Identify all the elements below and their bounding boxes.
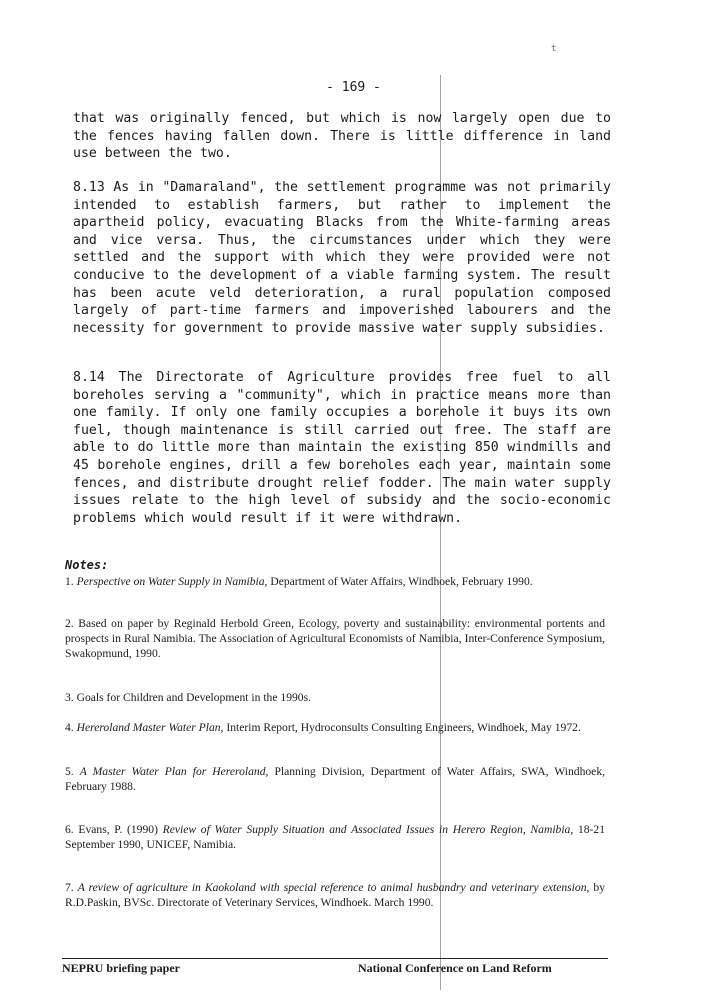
footer-rule bbox=[62, 958, 608, 959]
note-3: 3. Goals for Children and Development in the 1990s. bbox=[65, 691, 311, 704]
paragraph-8-14: 8.14 The Directorate of Agriculture provides free fuel to all boreholes serving a "community", which in practice means more than one family. If only one family occupies a borehole it buys its own fuel, though maintenance is still carried out free. The staff are able to do little more than maintain the existing 850 windmills and 45 borehole engines, drill a few boreholes each year, maintain some fences, and distribute drought relief fodder. The main water supply issues relate to the high level of subsidy and the socio-economic problems which would result if it were withdrawn. bbox=[73, 370, 611, 526]
footer-right: National Conference on Land Reform bbox=[358, 961, 552, 975]
footer-left: NEPRU briefing paper bbox=[62, 961, 180, 975]
corner-mark: t bbox=[551, 44, 557, 54]
note-6: 6. Evans, P. (1990) Review of Water Supply Situation and Associated Issues in Herero Region, Namibia, 18-21 September 1990, UNICEF, Namibia. bbox=[65, 823, 605, 851]
note-7: 7. A review of agriculture in Kaokoland with special reference to animal husbandry and veterinary extension, by R.D.Paskin, BVSc. Directorate of Veterinary Services, Windhoek. March 1990. bbox=[65, 881, 605, 909]
page-number: - 169 - bbox=[326, 80, 381, 95]
paragraph-8-13: 8.13 As in "Damaraland", the settlement programme was not primarily intended to establish farmers, but rather to implement the apartheid policy, evacuating Blacks from the White-farming areas and vice versa. Thus, the circumstances under which they were settled and the support with which they were provided were not conducive to the development of a viable farming system. The result has been acute veld deterioration, a rural population composed largely of part-time farmers and impoverished labourers and the necessity for government to provide massive water supply subsidies. bbox=[73, 180, 611, 336]
note-5: 5. A Master Water Plan for Hereroland, Planning Division, Department of Water Affairs, SWA, Windhoek, February 1988. bbox=[65, 765, 606, 793]
paragraph-continued: that was originally fenced, but which is now largely open due to the fences having fallen down. There is little difference in land use between the two. bbox=[73, 111, 611, 162]
note-4: 4. Hereroland Master Water Plan, Interim Report, Hydroconsults Consulting Engineers, Windhoek, May 1972. bbox=[65, 721, 581, 734]
note-1: 1. Perspective on Water Supply in Namibia, Department of Water Affairs, Windhoek, February 1990. bbox=[65, 575, 533, 588]
notes-heading: Notes: bbox=[65, 558, 109, 572]
note-2: 2. Based on paper by Reginald Herbold Green, Ecology, poverty and sustainability: environmental portents and prospects in Rural Namibia. The Association of Agricultural Economists of Namibia, Inter-Conference Symposium, Swakopmund, 1990. bbox=[65, 617, 605, 660]
